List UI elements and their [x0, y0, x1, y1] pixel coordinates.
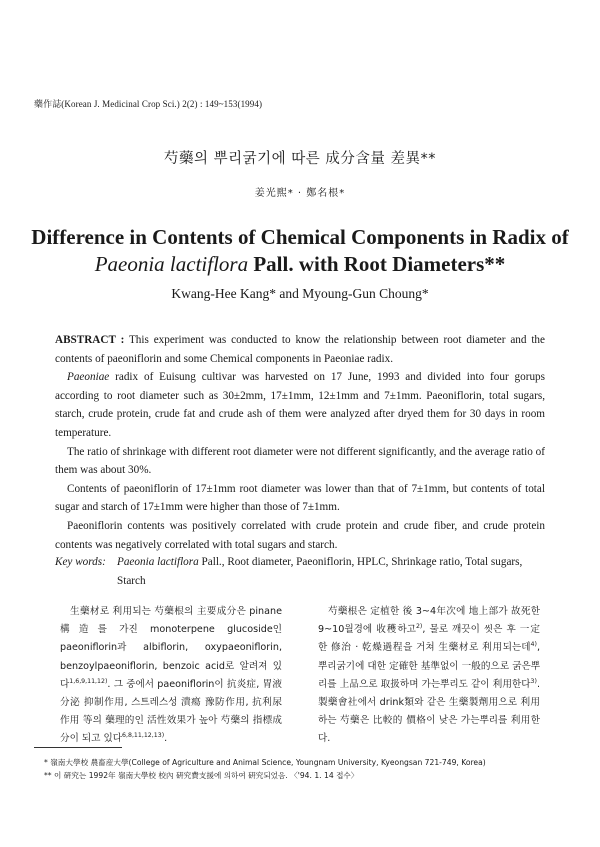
left-paragraph: [60, 603, 282, 749]
abstract-paragraph-1: [55, 331, 545, 368]
right-text-3: , 뿌리굵기에 대한 定確한 基準없이 一般的으로 굵은뿌리를 上品으로 取扱하며 가는뿌리도 같이 利用한다: [318, 642, 540, 690]
right-paragraph: [318, 603, 540, 749]
right-text-1: 芍藥根은 定植한 後 3~4年次에 地上部가 故死한 9~10월경에 收穫하고: [318, 606, 540, 636]
keywords-label: Key words:: [55, 556, 106, 568]
footnote-divider: [34, 747, 122, 748]
abstract-p2-italic: Paeoniae: [67, 371, 110, 384]
right-ref-1: 2): [415, 623, 423, 631]
body-right-column: [318, 603, 540, 749]
left-ref-2: 6,8,11,12,13): [122, 732, 165, 740]
keywords-species: Paeonia lactiflora: [117, 556, 199, 568]
journal-reference: 藥作誌(Korean J. Medicinal Crop Sci.) 2(2) : 149~153(1994): [34, 99, 263, 109]
english-title: [0, 224, 600, 278]
korean-title: 芍藥의 뿌리굵기에 따른 成分含量 差異**: [164, 151, 436, 167]
abstract-label: ABSTRACT :: [55, 334, 125, 346]
english-title-species: Paeonia lactiflora: [94, 252, 249, 276]
right-ref-2: 4): [530, 641, 537, 649]
abstract-p1-text: This experiment was conducted to know the relationship between root diameter and the contents of paeoniflorin and some Chemical components in Paeoniae radix.: [55, 334, 545, 365]
english-title-line1: Difference in Contents of Chemical Components in Radix of: [31, 225, 569, 249]
abstract-paragraph-3: The ratio of shrinkage with different root diameter were not different significantly, and the average ratio of them was about 30%.: [55, 445, 545, 477]
left-text-3: .: [164, 733, 168, 745]
keywords: [55, 553, 545, 590]
keywords-text: [117, 553, 545, 590]
right-text-2: , 물로 깨끗이 씻은 후 一定한 修治 · 乾燥過程을 거쳐 生藥材로 利用되는데: [318, 624, 540, 654]
abstract-paragraph-4: Contents of paeoniflorin of 17±1mm root diameter was lower than that of 7±1mm, but contents of total sugar and starch of 17±1mm were higher than those of 7±1mm.: [55, 482, 545, 514]
abstract: [55, 331, 545, 554]
footnotes: [44, 756, 564, 782]
english-title-rest: Pall. with Root Diameters**: [248, 252, 506, 276]
right-text-4: . 製藥會社에서 drink類와 같은 生藥製劑用으로 利用하는 芍藥은 比較的 價格이 낮은 가는뿌리를 利用한다.: [318, 678, 540, 745]
footnote-affiliation: * 嶺南大學校 農畜産大學(College of Agriculture and Animal Science, Youngnam University, Kyeongsan 721-749, Korea): [44, 758, 486, 767]
english-title-line2: [0, 251, 600, 278]
abstract-p2-text: radix of Euisung cultivar was harvested on 17 June, 1993 and divided into four gorups according to root diameter such as 30±2mm, 17±1mm, 12±1mm and 7±1mm. Paeoniflorin, total sugars, starch, crude protein, crude fat and crude ash of them were analyzed after dryed them for 30 days in room temperature.: [55, 371, 545, 439]
left-text-1: 生藥材로 利用되는 芍藥根의 主要成分은 pinane 構造를 가진 monoterpene glucoside인 paeoniflorin과 albiflorin, oxypaeoniflorin, benzoylpaeoniflorin, benzoic acid로 알려져 있다: [60, 606, 282, 690]
abstract-paragraph-2: [55, 368, 545, 442]
left-text-2: . 그 중에서 paeoniflorin이 抗炎症, 胃液分泌 抑制作用, 스트레스성 潰瘍 豫防作用, 抗利尿 作用 等의 藥理的인 活性效果가 높아 芍藥의 指標成分이 되고 있다: [60, 678, 282, 745]
right-ref-3: 3): [530, 677, 537, 685]
english-authors: Kwang-Hee Kang* and Myoung-Gun Choung*: [171, 286, 429, 301]
abstract-paragraph-5: Paeoniflorin contents was positively correlated with crude protein and crude fiber, and crude protein contents was negatively correlated with total sugars and starch.: [55, 519, 545, 551]
body-left-column: [60, 603, 282, 749]
left-ref-1: 1,6,9,11,12): [69, 677, 108, 685]
footnote-funding: ** 이 硏究는 1992年 嶺南大學校 校內 硏究費支援에 의하여 硏究되었음. 〈'94. 1. 14 접수〉: [44, 771, 359, 780]
keywords-list: Pall., Root diameter, Paeoniflorin, HPLC, Shrinkage ratio, Total sugars, Starch: [117, 556, 523, 587]
korean-authors: 姜光熙* · 鄭名根*: [254, 188, 346, 199]
